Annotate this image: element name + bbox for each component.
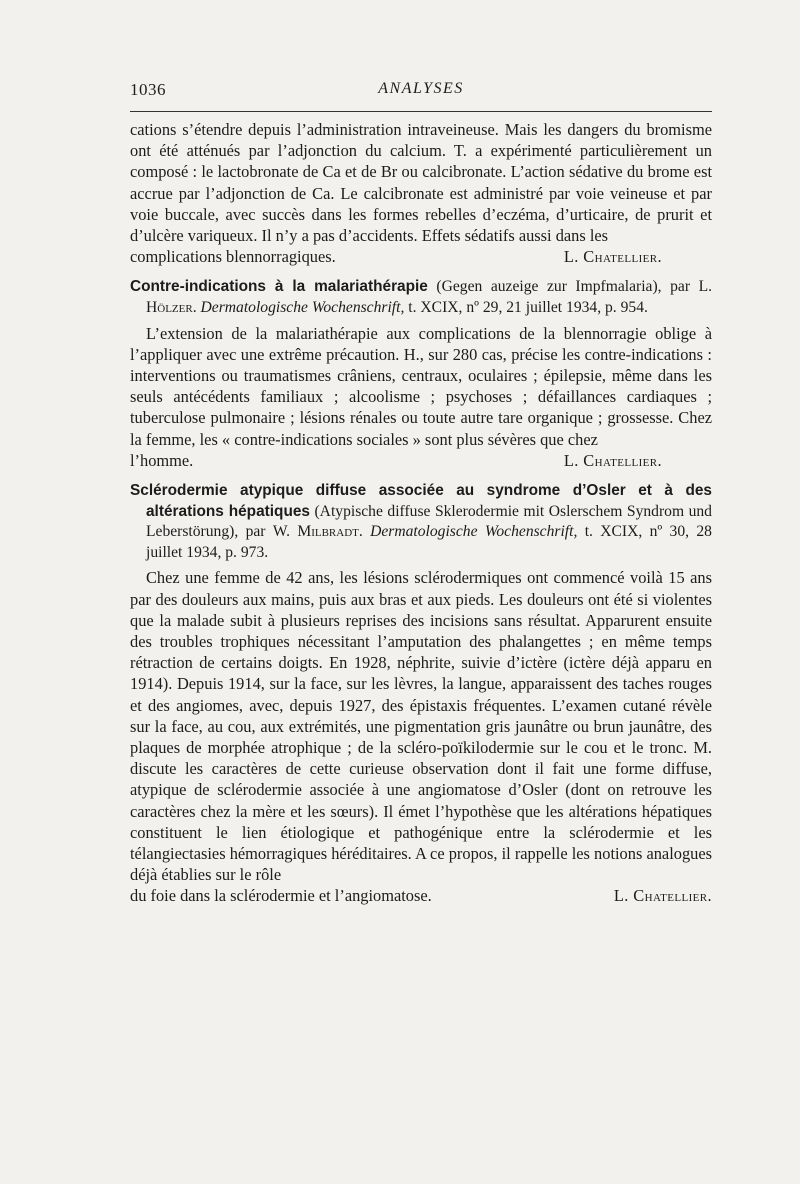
intro-last-line xyxy=(130,246,712,267)
intro-signature: L. Chatellier. xyxy=(563,247,662,267)
article-last-text: du foie dans la sclérodermie et l’angiomatose. xyxy=(130,886,432,906)
article-journal: Dermatologische Wochenschrift, xyxy=(200,299,405,317)
article-sclerodermie xyxy=(130,481,712,907)
article-body xyxy=(130,323,712,471)
article-par: par xyxy=(670,278,691,296)
article-last-line xyxy=(130,450,712,471)
article-body xyxy=(130,567,712,906)
article-last-line xyxy=(130,885,712,906)
article-author: L. Hölzer. xyxy=(146,278,713,317)
article-original-title: (Atypische diffuse Sklerodermie mit Oslerschem Syndrom und Leberstörung), xyxy=(146,502,712,541)
article-heading xyxy=(130,277,712,318)
running-title: ANALYSES xyxy=(378,80,464,97)
article-title: Sclérodermie atypique diffuse associée au syndrome d’Osler et à des altérations hépatiques xyxy=(130,482,712,520)
article-title: Contre-indications à la malariathérapie xyxy=(130,278,428,296)
article-signature: L. Chatellier. xyxy=(563,450,662,470)
article-par: par xyxy=(245,523,266,541)
article-signature: L. Chatellier. xyxy=(613,886,712,906)
article-journal: Dermatologische Wochenschrift, xyxy=(370,523,578,541)
article-last-text: l’homme. xyxy=(130,450,194,470)
article-paragraph: Chez une femme de 42 ans, les lésions sclérodermiques ont commencé voilà 15 ans par des douleurs aux mains, puis aux bras et aux pieds. Les douleurs ont été si violentes que la malade subit à plusieurs reprises des incisions sans résultat. Apparurent ensuite des troubles trophiques nécessitant l’amputation des phalangettes ; en même temps rétraction de certains doigts. En 1928, néphrite, suivie d’ictère (ictère déjà apparu en 1914). Depuis 1914, sur la face, sur les lèvres, la langue, apparaissent des taches rouges et des angiomes, avec, depuis 1927, des épistaxis fréquentes. L’examen cutané révèle sur la face, au cou, aux extrémités, une pigmentation gris jaunâtre ou brun jaunâtre, des plaques de morphée atrophique ; de la scléro-poïkilodermie sur le cou et le tronc. M. discute les caractères de cette curieuse observation dont il fait une forme diffuse, atypique de sclérodermie associée à une angiomatose d’Osler (dont on retrouve les caractères chez la mère et les sœurs). Il émet l’hypothèse que les altérations hépatiques constituent le lien étiologique et pathogénique entre la sclérodermie et les télangiectasies hémorragiques héréditaires. A ce propos, il rappelle les notions analogues déjà établies sur le rôle xyxy=(130,568,712,885)
page-header xyxy=(130,80,712,104)
page-number: 1036 xyxy=(130,80,166,99)
article-author: W. Milbradt. xyxy=(272,523,363,541)
article-details: t. XCIX, nº 29, 21 juillet 1934, p. 954. xyxy=(408,299,648,317)
article-original-title: (Gegen auzeige zur Impfmalaria), xyxy=(436,278,662,296)
article-malariatherapie xyxy=(130,277,712,471)
article-details: t. XCIX, nº 30, 28 juillet 1934, p. 973. xyxy=(146,523,712,561)
header-rule xyxy=(130,111,712,112)
intro-continuation xyxy=(130,119,712,267)
page-body xyxy=(130,119,712,907)
article-heading xyxy=(130,481,712,563)
intro-last-text: complications blennorragiques. xyxy=(130,247,336,267)
intro-paragraph: cations s’étendre depuis l’administration intraveineuse. Mais les dangers du bromisme ont été atténués par l’adjonction du calcium. T. a expérimenté particulièrement un composé : le lactobronate de Ca et de Br ou calcibronate. L’action sédative du brome est accrue par l’adjonction de Ca. Le calcibronate est administré par voie veineuse et par voie buccale, avec succès dans les formes rebelles d’eczéma, d’urticaire, de prurit et d’ulcère variqueux. Il n’y a pas d’accidents. Effets sédatifs aussi dans les xyxy=(130,120,712,246)
article-paragraph: L’extension de la malariathérapie aux complications de la blennorragie oblige à l’appliquer avec une extrême précaution. H., sur 280 cas, précise les contre-indications : interventions ou traumatismes crâniens, centraux, oculaires ; épilepsie, même dans les seuls antécédents familiaux ; alcoolisme ; psychoses ; défaillances cardiaques ; tuberculose pulmonaire ; lésions rénales ou toute autre tare organique ; grossesse. Chez la femme, les « contre-indications sociales » sont plus sévères que chez xyxy=(130,323,712,449)
